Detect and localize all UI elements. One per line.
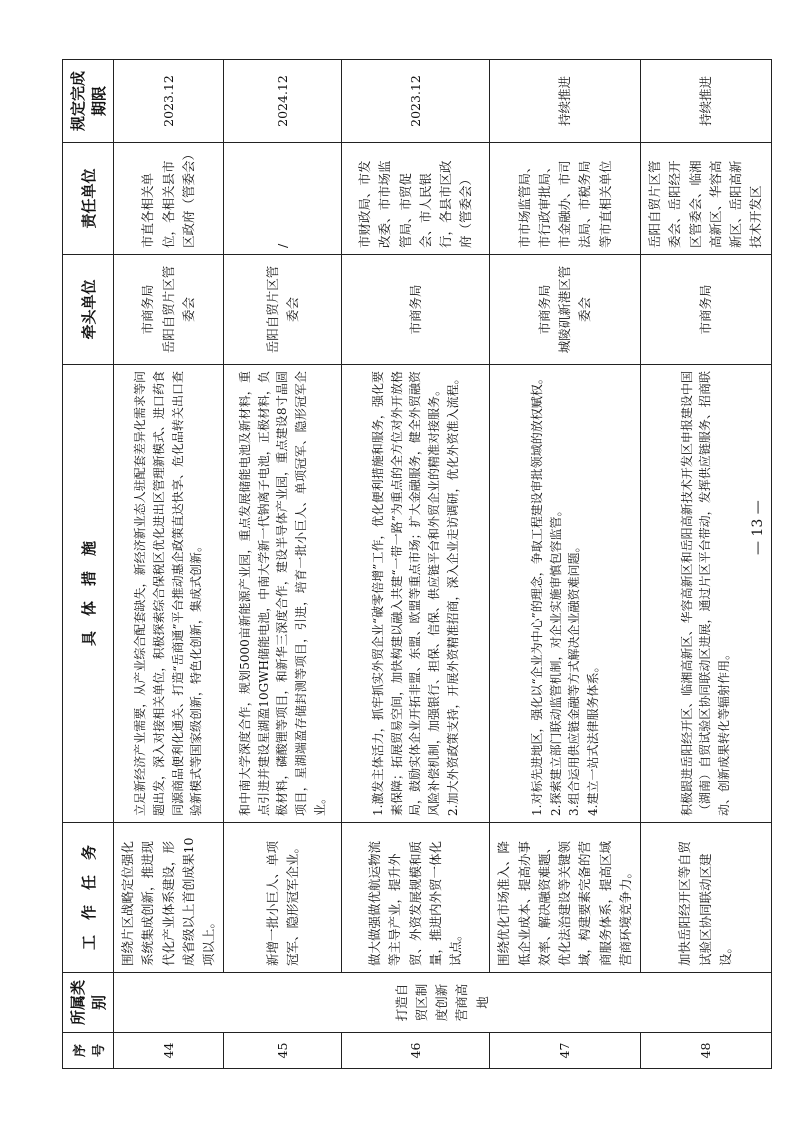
row-lead [342,255,490,365]
header-category: 所属类别 [63,973,114,1033]
lead-unit: 城陵矶新港区管委会 [557,265,593,354]
lead-unit: 市商务局 [697,284,713,335]
header-deadline: 规定完成期限 [63,60,114,143]
row-lead [490,255,641,365]
lead-unit: 岳阳自贸片区管委会 [160,265,196,354]
lead-unit: 市商务局 [536,284,552,335]
row-task: 做大做强做优航运物流等主导产业，提升外贸、外资发展规模和质量，推进内外贸一体化试点。 [342,823,490,973]
table-row [490,60,641,1069]
row-measures [641,365,772,823]
table-header-row [63,60,114,1069]
lead-unit: 岳阳自贸片区管委会 [264,265,300,354]
table-row [114,60,224,1069]
row-responsible: 市市场监管局、市行政审批局、市金融办、市司法局、市税务局等市直相关单位 [490,143,641,255]
row-deadline: 持续推进 [641,60,772,143]
page-number: — 13 — [750,500,766,555]
measure-item: 2.探索建立部门联动监管机制，对企业实施审慎包容监管。 [548,504,563,816]
row-task: 围绕优化市场准入、降低企业成本、提高办事效率、解决融资难题、优化法治建设等关键领域，构建要素完备的营商服务体系，提高区域营商环境竞争力。 [490,823,641,973]
task-table [62,59,772,1069]
table-row [641,60,772,1069]
row-deadline: 2024.12 [224,60,342,143]
lead-unit: 市商务局 [140,284,156,335]
row-seq: 45 [224,1033,342,1069]
row-category: 打造自贸区制度创新营商高地 [114,973,772,1033]
measure-item: 3.组合运用供应链金融等方式解决企业融资难问题。 [567,540,582,816]
row-measures [114,365,224,823]
row-measures [490,365,641,823]
lead-unit: 市商务局 [407,284,423,335]
header-responsible: 责任单位 [63,143,114,255]
measure-item: 和中南大学深度合作，规划5000亩新能源产业园，重点发展储能电池及新材料，重点引进并建设星湖盈10GWH储能电池，中南大学新一代钠离子电池，正极材料，负极材料，磷酸锂等项目，和新华三深度合作，建设半导体产业园，重点建设8寸晶圆项目，星湖端盈存储封测等项目，引进，培育一批小巨人、单项冠军、隐形冠军企业。 [238,371,327,816]
row-seq: 46 [342,1033,490,1069]
row-measures [224,365,342,823]
row-lead [641,255,772,365]
row-lead [114,255,224,365]
row-deadline: 2023.12 [342,60,490,143]
row-seq: 48 [641,1033,772,1069]
measure-item: 积极跟进岳阳经开区、临湘高新区、华容高新区和岳阳高新技术开发区申报建设中国（湖南）自贸试验区协同联动区进展，通过片区平台带动，发挥供应链服务、招商联动、创新成果转化等辐射作用。 [679,371,732,816]
row-measures [342,365,490,823]
row-seq: 47 [490,1033,641,1069]
measure-item: 4.建立一站式法律服务体系。 [585,660,600,816]
row-responsible: 岳阳自贸片区管委会、岳阳经开区管委会、临湘高新区、华容高新区、岳阳高新技术开发区 [641,143,772,255]
row-responsible: 市财政局、市发改委、市市场监管局、市贸促会、市人民银行，各县市区政府（管委会） [342,143,490,255]
row-deadline: 2023.12 [114,60,224,143]
table-row [342,60,490,1069]
row-task: 围绕片区战略定位强化系统集成创新，推进现代化产业体系建设，形成省级以上首创成果10项以上。 [114,823,224,973]
header-lead: 牵头单位 [63,255,114,365]
header-measures: 具 体 措 施 [63,365,114,823]
measure-item: 1.激发主体活力，抓牢抓实外贸企业“破零倍增”工作，优化便利措施和服务，强化要素保障；拓展贸易空间，加快构建以融入共建“一带一路”为重点的全方位对外开放格局，鼓励实体企业开拓非盟、东盟、欧盟等重点市场；扩大金融服务，健全外贸融资风险补偿机制，加强银行、担保、信保、供应链平台和外贸企业的精准对接服务。 [371,371,442,816]
row-responsible: / [224,143,342,255]
header-seq: 序号 [63,1033,114,1069]
row-task: 新增一批小巨人、单项冠军、隐形冠军企业。 [224,823,342,973]
row-lead [224,255,342,365]
measure-item: 立足新经济产业需要，从产业综合配套缺失，新经济新业态人驻配套差异化需求等问题出发，深入对接相关单位，积极探索综合保税区优化进出区管理新模式、进口药食同源商品便利化通关、打造“岳商通”平台推动惠企政策直达快享、危化品转关出口查验新模式等国家级创新，特色化创新，集成式创新。 [133,371,204,816]
table-row [224,60,342,1069]
measure-item: 2.加大外资政策支持，开展外资精准招商，深入企业走访调研，优化外资准入流程。 [445,372,460,816]
row-deadline: 持续推进 [490,60,641,143]
row-task: 加快岳阳经开区等自贸试验区协同联动区建设。 [641,823,772,973]
row-responsible: 市直各相关单位，各相关县市区政府（管委会） [114,143,224,255]
row-seq: 44 [114,1033,224,1069]
measure-item: 1.对标先进地区，强化以“企业为中心”的理念，争取工程建设审批领域的放权赋权。 [529,372,544,816]
header-task: 工 作 任 务 [63,823,114,973]
